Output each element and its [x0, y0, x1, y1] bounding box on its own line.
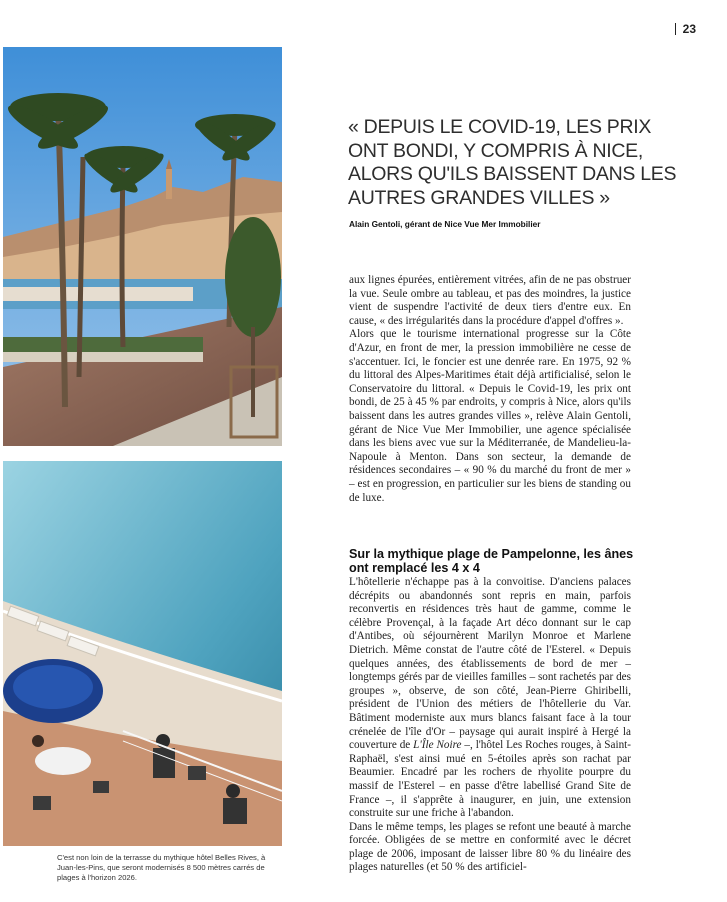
photo-hotel-terrace: [3, 461, 282, 846]
paragraph: [349, 576, 631, 821]
photo-caption: C'est non loin de la terrasse du mythique hôtel Belles Rives, à Juan-les-Pins, que seront modernisés 8 500 mètres carrés de plages à l'horizon 2026.: [57, 853, 266, 883]
book-title: L'Île Noire: [413, 739, 462, 752]
quote-author: Alain Gentoli, gérant de Nice Vue Mer Immobilier: [349, 219, 541, 229]
article-body-part-2: [349, 576, 631, 875]
paragraph: aux lignes épurées, entièrement vitrées, afin de ne pas obstruer la vue. Seule ombre au tableau, et pas des moindres, la justice vient de suspendre l'activité de deux tiers d'entre eux. En cause, « des irrégularités dans la procédure d'appel d'offres ».: [349, 274, 631, 327]
paragraph-text: –, l'hôtel Les Roches rouges, à Saint-Raphaël, s'est ainsi mué en 5-étoiles après son rachat par Beaumier. Encadré par les rochers de rhyolite pourpre du massif de l'Esterel – en passe d'être labellisé Grand Site de France –, il s'apprête à inaugurer, en juin, une extension construite sur une friche à l'abandon.: [349, 739, 631, 820]
pull-quote: « DEPUIS LE COVID-19, LES PRIX ONT BONDI, Y COMPRIS À NICE, ALORS QU'ILS BAISSENT DANS LES AUTRES GRANDES VILLES »: [348, 116, 677, 209]
photo-seafront-promenade: [3, 47, 282, 446]
article-body-part-1: [349, 274, 631, 505]
page-number: 23: [675, 23, 696, 35]
paragraph: Dans le même temps, les plages se refont une beauté à marche forcée. Obligées de se mettre en conformité avec le décret plage de 2006, imposant de laisser libre 80 % du linéaire des plages naturelles (et 50 % des artificiel-: [349, 820, 631, 874]
article-subheading: Sur la mythique plage de Pampelonne, les ânes ont remplacé les 4 x 4: [349, 547, 634, 576]
paragraph-text: L'hôtellerie n'échappe pas à la convoitise. D'anciens palaces décrépits ou abandonnés sont repris en main, parfois reconvertis en résidences très haut de gamme, comme le célèbre Provençal, à la façade Art déco donnant sur le cap d'Antibes, où séjournèrent Marilyn Monroe et Marlene Dietrich. Même constat de l'autre côté de l'Esterel. « Depuis quelques années, des établissements de bord de mer – longtemps gérés par de vieilles familles – sont rachetés par des groupes », observe, de son côté, Jean-Pierre Ghiribelli, président de l'Union des métiers de l'hôtellerie du Var. Bâtiment moderniste aux murs blancs faisant face à la tour crénelée de l'île d'Or – paysage qui aurait inspiré à Hergé la couverture de: [349, 576, 631, 752]
paragraph: Alors que le tourisme international progresse sur la Côte d'Azur, en front de mer, la pression immobilière ne cesse de s'accentuer. Ici, le foncier est une denrée rare. En 1975, 92 % du littoral des Alpes-Maritimes était déjà artificialisé, selon le Conservatoire du littoral. « Depuis le Covid-19, les prix ont bondi, de 25 à 45 % par endroits, y compris à Nice, alors qu'ils baissent dans les autres grandes villes », relève Alain Gentoli, gérant de Nice Vue Mer Immobilier, une agence spécialisée dans les biens avec vue sur la Méditerranée, de Mandelieu-la-Napoule à Menton. Dans son secteur, la demande de résidences secondaires – « 90 % du marché du front de mer » – est en progression, en particulier sur les biens de standing ou de luxe.: [349, 328, 631, 504]
